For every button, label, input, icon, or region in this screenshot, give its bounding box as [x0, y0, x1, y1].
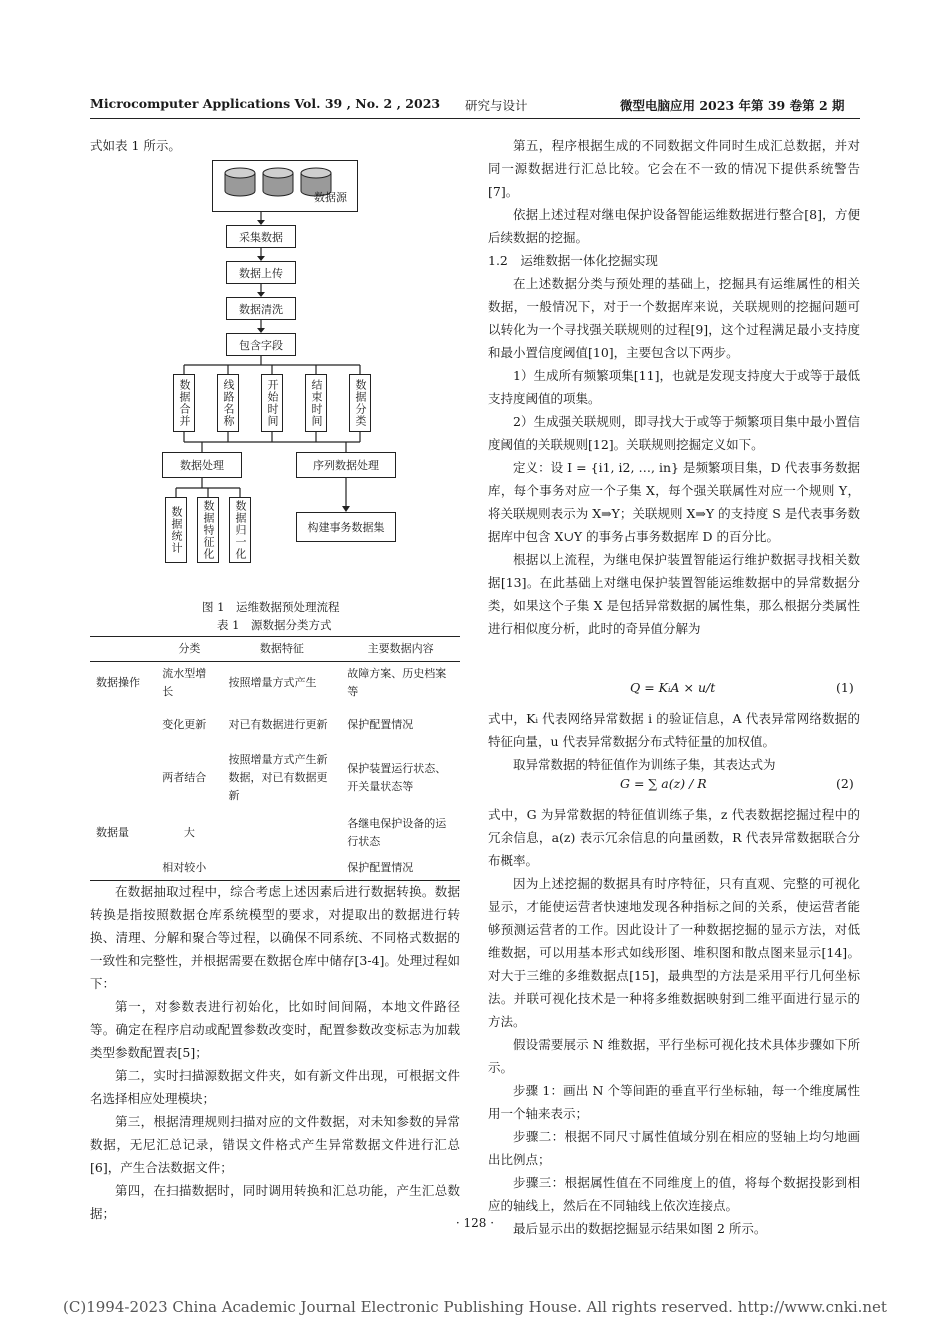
section-heading: 1.2 运维数据一体化挖掘实现: [488, 253, 658, 268]
table-header: 分类: [178, 642, 201, 655]
paragraph: 2）生成强关联规则，即寻找大于或等于频繁项目集中最小置信度阈值的关联规则[12]。关联规则挖掘定义如下。: [488, 414, 860, 452]
sub-statistics: 数据统计: [165, 497, 187, 563]
step-collect: 采集数据: [226, 225, 296, 248]
page-number: · 128 ·: [455, 1216, 495, 1230]
paragraph: 步骤 1：画出 N 个等间距的垂直平行坐标轴，每一个维度属性用一个轴来表示；: [488, 1083, 860, 1121]
header-rule: [90, 118, 860, 119]
field-merge: 数据合并: [173, 374, 195, 432]
paragraph: 步骤三：根据属性值在不同维度上的值，将每个数据投影到相应的轴线上，然后在不同轴线上依次连接点。: [488, 1175, 860, 1213]
table-row: 数据操作 流水型增长 按照增量方式产生 故障方案、历史档案等: [96, 667, 447, 698]
right-body-mid: [488, 707, 860, 776]
left-body: [90, 880, 460, 1225]
paragraph: 第三，根据清理规则扫描对应的文件数据，对未知参数的异常数据，无尼汇总记录，错误文件格式产生异常数据文件进行汇总[6]，产生合法数据文件；: [90, 1114, 460, 1175]
paragraph: 式中，Kᵢ 代表网络异常数据 i 的验证信息，A 代表异常网络数据的特征向量，u 代表异常数据分布式特征量的加权值。: [488, 711, 860, 749]
step-clean: 数据清洗: [226, 297, 296, 320]
equation-1: Q = KᵢA × u/t: [630, 680, 716, 695]
table-row: 两者结合 按照增量方式产生新数据，对已有数据更新 保护装置运行状态、开关量状态等: [162, 753, 447, 802]
paragraph: 第四，在扫描数据时，同时调用转换和汇总功能，产生汇总数据；: [90, 1183, 460, 1221]
left-intro: 式如表 1 所示。: [90, 138, 181, 153]
table-header: 主要数据内容: [367, 642, 434, 655]
paragraph: 定义：设 I = {i1, i2, …, in} 是频繁项目集，D 代表事务数据库，每个事务对应一个子集 X，每个强关联属性对应一个规则 Y，将关联规则表示为 X⇒Y；关联规则 X⇒Y 的支持度 S 是代表事务数据库中包含 X∪Y 的事务占事务数据库 D 的百分比。: [488, 460, 860, 544]
paragraph: 在上述数据分类与预处理的基础上，挖掘具有运维属性的相关数据，一般情况下，对于一个数据库来说，关联规则的挖掘问题可以转化为一个寻找强关联规则的过程[9]，这个过程满足最小支持度和最小置信度阈值[10]，主要包含以下两步。: [488, 276, 860, 360]
copyright-footer: (C)1994-2023 China Academic Journal Electronic Publishing House. All rights reserved. http://www.cnki.net: [63, 1298, 887, 1316]
paragraph: 因为上述挖掘的数据具有时序特征，只有直观、完整的可视化显示，才能使运营者快速地发现各种指标之间的关系，使运营者能够预测运营者的工作。因此设计了一种数据挖掘的显示方法，对低维数据，可以用基本形式如线形图、堆积图和散点图来显示[14]。对大于三维的多维数据点[15]，最典型的方法是采用平行几何坐标法。并联可视化技术是一种将多维数据映射到二维平面进行显示的方法。: [488, 876, 860, 1029]
paragraph: 式中，G 为异常数据的特征值训练子集，z 代表数据挖掘过程中的冗余信息，a(z) 表示冗余信息的向量函数，R 代表异常数据联合分布概率。: [488, 807, 860, 868]
field-line-name: 线路名称: [217, 374, 239, 432]
equation-2: G = ∑ a(z) / R: [620, 776, 707, 791]
field-start-time: 开始时间: [261, 374, 283, 432]
proc-data: 数据处理: [162, 452, 242, 478]
table-header: 数据特征: [259, 642, 304, 655]
paragraph: 依据上述过程对继电保护设备智能运维数据进行整合[8]，方便后续数据的挖掘。: [488, 207, 860, 245]
paragraph: 步骤二：根据不同尺寸属性值域分别在相应的竖轴上均匀地画出比例点；: [488, 1129, 860, 1167]
equation-2-number: (2): [836, 776, 854, 791]
table-row: 变化更新 对已有数据进行更新 保护配置情况: [162, 718, 414, 731]
journal-header-right: 微型电脑应用 2023 年第 39 卷第 2 期: [620, 98, 845, 113]
table-row: 数据量 大 各继电保护设备的运行状态: [96, 817, 447, 848]
journal-header-center: 研究与设计: [465, 98, 528, 113]
data-source-label: 数据源: [314, 191, 347, 204]
table-1-caption: 表 1 源数据分类方式: [217, 618, 332, 632]
sub-featurize: 数据特征化: [197, 497, 219, 563]
paragraph: 1）生成所有频繁项集[11]，也就是发现支持度大于或等于最低支持度阈值的项集。: [488, 368, 860, 406]
paragraph: 第一，对参数表进行初始化，比如时间间隔，本地文件路径等。确定在程序启动或配置参数改变时，配置参数改变标志为加载类型参数配置表[5]；: [90, 999, 460, 1060]
paragraph: 根据以上流程，为继电保护装置智能运行维护数据寻找相关数据[13]。在此基础上对继电保护装置智能运维数据中的异常数据分类，如果这个子集 X 是包括异常数据的属性集，那么根据分类属性进行相似度分析，此时的奇异值分解为: [488, 552, 860, 636]
field-end-time: 结束时间: [305, 374, 327, 432]
table-row: 相对较小 保护配置情况: [90, 856, 460, 881]
sub-normalize: 数据归一化: [229, 497, 251, 563]
data-source-box: [212, 160, 358, 212]
paragraph: 最后显示出的数据挖掘显示结果如图 2 所示。: [513, 1221, 767, 1236]
paragraph: 假设需要展示 N 维数据，平行坐标可视化技术具体步骤如下所示。: [488, 1037, 860, 1075]
paragraph: 在数据抽取过程中，综合考虑上述因素后进行数据转换。数据转换是指按照数据仓库系统模型的要求，对提取出的数据进行转换、清理、分解和聚合等过程，以确保不同系统、不同格式数据的一致性和完整性，并根据需要在数据仓库中储存[3-4]。处理过程如下：: [90, 884, 460, 991]
figure-1-flowchart: [150, 160, 400, 600]
equation-1-number: (1): [836, 680, 854, 695]
paragraph: 取异常数据的特征值作为训练子集，其表达式为: [513, 757, 776, 772]
journal-header-left: Microcomputer Applications Vol. 39 , No. 2 , 2023: [90, 96, 441, 111]
build-transaction-set: 构建事务数据集: [296, 512, 396, 542]
paragraph: 第五，程序根据生成的不同数据文件同时生成汇总数据，并对同一源数据进行汇总比较。它会在不一致的情况下提供系统警告[7]。: [488, 138, 860, 199]
step-upload: 数据上传: [226, 261, 296, 284]
right-body-bottom: [488, 803, 860, 1240]
table-1: [90, 636, 460, 881]
step-fields: 包含字段: [226, 333, 296, 356]
proc-sequence: 序列数据处理: [296, 452, 396, 478]
field-classify: 数据分类: [349, 374, 371, 432]
figure-1-caption: 图 1 运维数据预处理流程: [202, 600, 340, 614]
right-body-top: [488, 134, 860, 640]
paragraph: 第二，实时扫描源数据文件夹，如有新文件出现，可根据文件名选择相应处理模块；: [90, 1068, 460, 1106]
